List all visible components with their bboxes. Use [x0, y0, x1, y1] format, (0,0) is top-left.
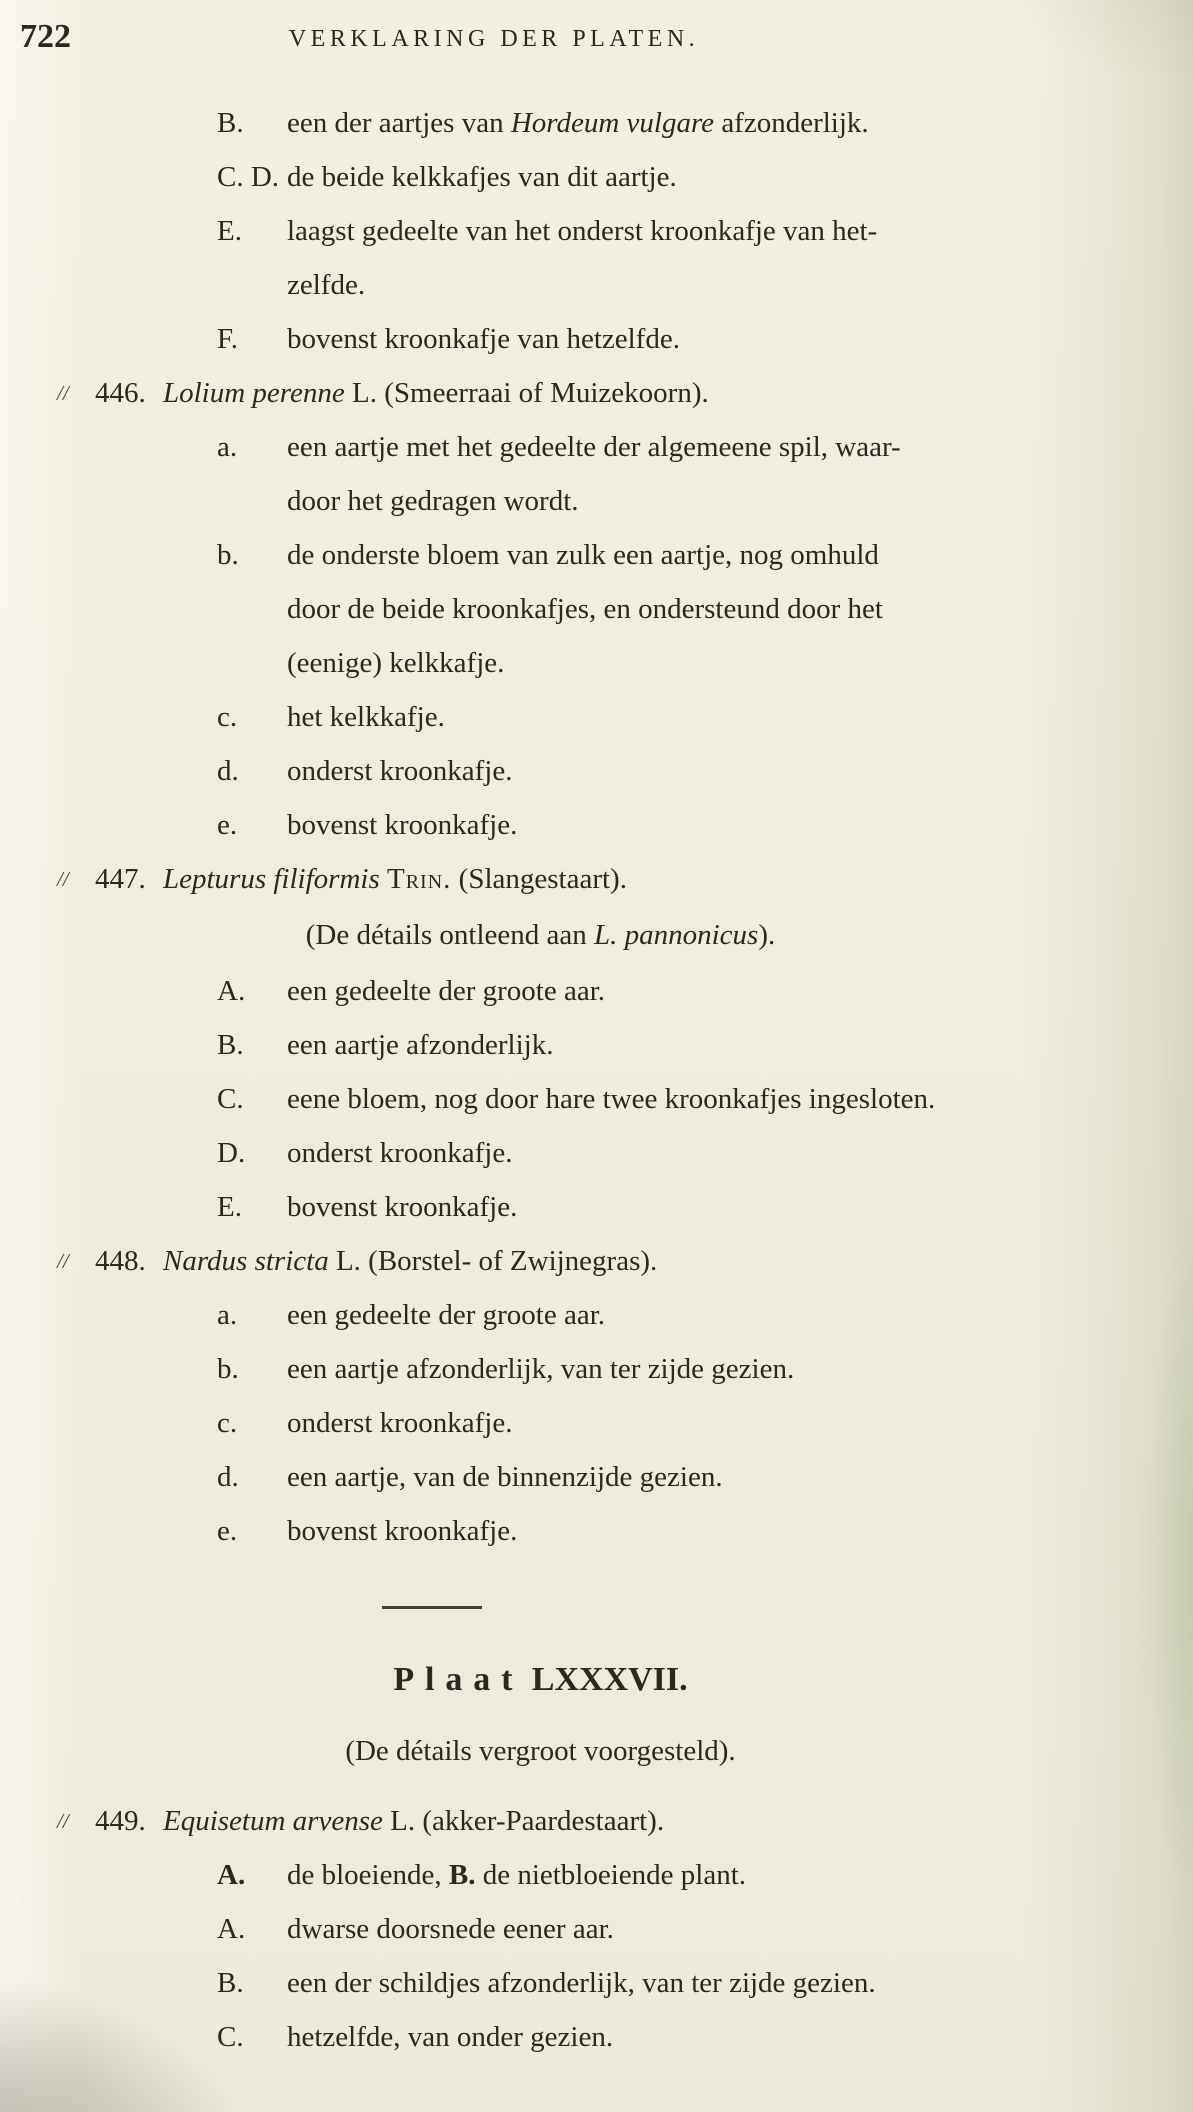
item-label: c. — [217, 1407, 238, 1439]
species-name: Lepturus filiformis — [163, 863, 380, 895]
list-item — [0, 798, 1193, 852]
list-item — [0, 690, 1193, 744]
list-item — [0, 1342, 1193, 1396]
item-label: a. — [217, 1299, 238, 1331]
text-segment: dwarse doorsnede eener aar. — [287, 1913, 614, 1945]
item-label: A. — [217, 975, 246, 1007]
text-segment: de bloeiende, — [287, 1859, 449, 1891]
text-segment: bovenst kroonkafje. — [287, 1191, 518, 1223]
text-segment: een aartje afzonderlijk. — [287, 1029, 554, 1061]
plate-entry — [0, 1234, 1193, 1288]
list-item — [0, 96, 1193, 150]
item-text — [287, 528, 883, 690]
list-item — [0, 1902, 1193, 1956]
list-item — [0, 1018, 1193, 1072]
item-label: B. — [217, 1029, 244, 1061]
item-label: d. — [217, 1461, 239, 1493]
section-divider — [0, 1586, 1193, 1626]
item-label: A. — [217, 1859, 246, 1891]
running-title: VERKLARING DER PLATEN. — [288, 26, 700, 52]
list-item — [0, 744, 1193, 798]
text-segment: een gedeelte der groote aar. — [287, 975, 606, 1007]
item-label: F. — [217, 323, 239, 355]
text-segment: zelfde. — [287, 269, 366, 301]
text-segment: LXXXVII. — [523, 1661, 688, 1698]
text-segment: L. (Smeerraai of Muizekoorn). — [344, 377, 709, 409]
plate-entry — [0, 1794, 1193, 1848]
list-item — [0, 964, 1193, 1018]
item-text — [287, 690, 445, 744]
list-item — [0, 1956, 1193, 2010]
text-segment: onderst kroonkafje. — [287, 1137, 513, 1169]
text-segment: een aartje, van de binnenzijde gezien. — [287, 1461, 723, 1493]
ditto-mark: // — [57, 1809, 69, 1833]
species-name: L. pannonicus — [594, 919, 759, 951]
item-label: C. D. — [217, 161, 280, 193]
text-segment: L. (Borstel- of Zwijnegras). — [328, 1245, 658, 1277]
item-text — [287, 1126, 513, 1180]
item-label: b. — [217, 1353, 239, 1385]
plate-entry-number: 448. — [95, 1245, 146, 1277]
list-item — [0, 1396, 1193, 1450]
text-segment: de beide kelkkafjes van dit aartje. — [287, 161, 677, 193]
centered-note-text — [306, 919, 776, 951]
list-item — [0, 528, 1193, 690]
text-segment: een aartje afzonderlijk, van ter zijde gezien. — [287, 1353, 795, 1385]
item-label: E. — [217, 215, 242, 247]
text-segment: bovenst kroonkafje. — [287, 809, 518, 841]
author-abbrev: Trin. — [387, 863, 452, 895]
item-text — [287, 1504, 517, 1558]
item-text — [287, 798, 517, 852]
plate-entry-number: 446. — [95, 377, 146, 409]
list-item — [0, 204, 1193, 312]
item-text — [287, 1288, 605, 1342]
plate-entry-number: 449. — [95, 1805, 146, 1837]
item-label: B. — [217, 1967, 244, 1999]
text-segment: de nietbloeiende plant. — [475, 1859, 747, 1891]
item-text — [287, 312, 680, 366]
item-label: e. — [217, 1515, 238, 1547]
text-segment: laagst gedeelte van het onderst kroonkafje van het- — [287, 215, 878, 247]
item-label: a. — [217, 431, 238, 463]
text-segment: (De détails vergroot voorgesteld). — [345, 1735, 736, 1767]
text-segment: hetzelfde, van onder gezien. — [287, 2021, 614, 2053]
text-segment: een der aartjes van — [287, 107, 511, 139]
centered-note — [0, 906, 1193, 964]
item-text — [287, 150, 677, 204]
item-label: D. — [217, 1137, 246, 1169]
plate-entry — [0, 852, 1193, 906]
text-segment: Plaat — [393, 1661, 524, 1698]
text-segment: bovenst kroonkafje van hetzelfde. — [287, 323, 680, 355]
ditto-mark: // — [57, 867, 69, 891]
item-label: d. — [217, 755, 239, 787]
plate-heading — [0, 1650, 1193, 1710]
item-text — [287, 420, 901, 528]
ditto-mark: // — [57, 1249, 69, 1273]
item-label: C. — [217, 2021, 244, 2053]
list-item — [0, 1504, 1193, 1558]
item-label: e. — [217, 809, 238, 841]
text-segment: ). — [758, 919, 776, 951]
list-item — [0, 420, 1193, 528]
text-segment: (eenige) kelkkafje. — [287, 647, 505, 679]
item-text — [287, 1956, 876, 2010]
text-segment: B. — [448, 1859, 476, 1891]
plate-entry-title — [163, 1794, 664, 1848]
item-text — [287, 1848, 746, 1902]
list-item — [0, 1180, 1193, 1234]
plate-entry-number: 447. — [95, 863, 146, 895]
species-name: Nardus stricta — [163, 1245, 329, 1277]
list-item — [0, 312, 1193, 366]
item-text — [287, 964, 605, 1018]
species-name: Equisetum arvense — [163, 1805, 383, 1837]
item-label: E. — [217, 1191, 242, 1223]
text-segment: (Slangestaart). — [451, 863, 627, 895]
text-segment: afzonderlijk. — [714, 107, 869, 139]
item-label: B. — [217, 107, 244, 139]
text-segment: onderst kroonkafje. — [287, 755, 513, 787]
item-text — [287, 204, 877, 312]
text-segment: onderst kroonkafje. — [287, 1407, 513, 1439]
species-name: Lolium perenne — [163, 377, 345, 409]
list-item — [0, 1126, 1193, 1180]
text-segment: L. (akker-Paardestaart). — [382, 1805, 665, 1837]
centered-note-text — [345, 1735, 735, 1767]
item-text — [287, 1072, 935, 1126]
plate-entry — [0, 366, 1193, 420]
plate-entry-title — [163, 852, 627, 906]
text-segment: het kelkkafje. — [287, 701, 445, 733]
text-segment: de onderste bloem van zulk een aartje, nog omhuld — [287, 539, 879, 571]
text-segment: een aartje met het gedeelte der algemeene spil, waar- — [287, 431, 901, 463]
list-item — [0, 1450, 1193, 1504]
text-segment: een der schildjes afzonderlijk, van ter zijde gezien. — [287, 1967, 876, 1999]
list-item — [0, 1072, 1193, 1126]
text-segment: door het gedragen wordt. — [287, 485, 579, 517]
text-segment: (De détails ontleend aan — [305, 919, 594, 951]
item-text — [287, 1902, 614, 1956]
document-body — [0, 96, 1193, 2064]
item-label: c. — [217, 701, 238, 733]
list-item — [0, 1848, 1193, 1902]
item-text — [287, 744, 513, 798]
item-text — [287, 1396, 513, 1450]
item-text — [287, 1450, 723, 1504]
plate-entry-title — [163, 1234, 657, 1288]
list-item — [0, 150, 1193, 204]
item-text — [287, 2010, 613, 2064]
item-label: b. — [217, 539, 239, 571]
text-segment: een gedeelte der groote aar. — [287, 1299, 606, 1331]
plate-entry-title — [163, 366, 709, 420]
item-text — [287, 1180, 517, 1234]
text-segment — [380, 863, 387, 895]
divider-rule — [382, 1606, 482, 1609]
list-item — [0, 2010, 1193, 2064]
centered-note — [0, 1722, 1193, 1780]
text-segment: door de beide kroonkafjes, en ondersteund door het — [287, 593, 883, 625]
page-number: 722 — [20, 18, 71, 55]
item-label: A. — [217, 1913, 246, 1945]
item-text — [287, 1342, 794, 1396]
ditto-mark: // — [57, 381, 69, 405]
text-segment: eene bloem, nog door hare twee kroonkafjes ingesloten. — [287, 1083, 936, 1115]
species-name: Hordeum vulgare — [510, 107, 715, 139]
item-label: C. — [217, 1083, 244, 1115]
item-text — [287, 96, 869, 150]
list-item — [0, 1288, 1193, 1342]
text-segment: bovenst kroonkafje. — [287, 1515, 518, 1547]
item-text — [287, 1018, 553, 1072]
plate-heading-text — [393, 1661, 687, 1698]
